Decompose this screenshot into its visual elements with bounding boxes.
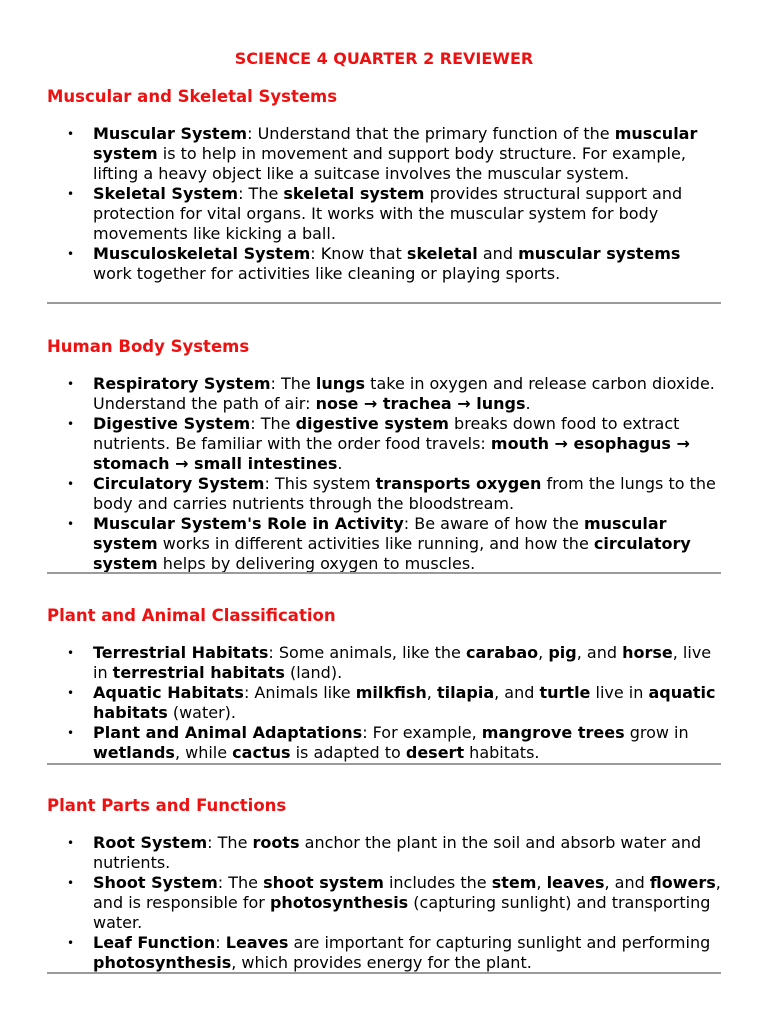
list-item bbox=[47, 244, 721, 284]
item-text: , bbox=[538, 643, 549, 662]
bullet-marker: • bbox=[67, 876, 75, 890]
item-text: and bbox=[477, 244, 519, 263]
bold-term: Digestive System bbox=[93, 414, 251, 433]
item-text: habitats. bbox=[464, 743, 540, 762]
bold-term: aquatic habitats bbox=[93, 683, 716, 722]
bold-term: shoot system bbox=[263, 873, 384, 892]
bold-term: Musculoskeletal System bbox=[93, 244, 311, 263]
item-text: take in oxygen and release carbon dioxide. Understand the path of air: bbox=[93, 374, 715, 413]
bullet-marker: • bbox=[67, 936, 75, 950]
bold-term: Aquatic Habitats bbox=[93, 683, 244, 702]
list-item bbox=[47, 514, 721, 574]
list-item bbox=[47, 414, 721, 474]
section-heading: Plant and Animal Classification bbox=[47, 606, 336, 625]
item-text: provides structural support and protection for vital organs. It works with the muscular system for body movements like kicking a ball. bbox=[93, 184, 683, 243]
item-text: anchor the plant in the soil and absorb water and nutrients. bbox=[93, 833, 702, 872]
list-item bbox=[47, 184, 721, 244]
bold-term: horse bbox=[622, 643, 673, 662]
bold-term: desert bbox=[405, 743, 465, 762]
section-plant-parts bbox=[47, 796, 721, 972]
bold-term: Terrestrial Habitats bbox=[93, 643, 269, 662]
item-text: : The bbox=[238, 184, 284, 203]
item-text: . bbox=[337, 454, 343, 473]
list-item bbox=[47, 474, 721, 514]
bold-term: muscular system bbox=[93, 514, 667, 553]
item-text: (water). bbox=[167, 703, 236, 722]
list-item bbox=[47, 723, 721, 763]
bullet-marker: • bbox=[67, 247, 75, 261]
item-text: live in bbox=[590, 683, 649, 702]
item-text: : Know that bbox=[310, 244, 407, 263]
bullet-list bbox=[47, 643, 721, 763]
section-heading: Muscular and Skeletal Systems bbox=[47, 87, 338, 106]
bold-term: leaves bbox=[546, 873, 605, 892]
list-item bbox=[47, 683, 721, 723]
bold-term: muscular system bbox=[93, 124, 698, 163]
item-text: breaks down food to extract nutrients. Be familiar with the order food travels: bbox=[93, 414, 680, 453]
bold-term: mouth → esophagus → stomach → small intestines bbox=[93, 434, 690, 473]
bold-term: terrestrial habitats bbox=[112, 663, 285, 682]
bold-term: photosynthesis bbox=[269, 893, 409, 912]
section-divider bbox=[47, 763, 721, 765]
item-text: , and bbox=[604, 873, 650, 892]
list-item bbox=[47, 873, 721, 933]
bold-term: skeletal bbox=[406, 244, 478, 263]
item-text: , and is responsible for bbox=[93, 873, 721, 912]
list-item bbox=[47, 833, 721, 873]
list-item bbox=[47, 933, 721, 973]
item-text: : The bbox=[270, 374, 316, 393]
bold-term: mangrove trees bbox=[481, 723, 625, 742]
item-text: is to help in movement and support body structure. For example, lifting a heavy object like a suitcase involves the muscular system. bbox=[93, 144, 686, 183]
bold-term: tilapia bbox=[436, 683, 495, 702]
section-divider bbox=[47, 572, 721, 574]
item-text: , and bbox=[576, 643, 623, 662]
bullet-marker: • bbox=[67, 726, 75, 740]
bold-term: flowers bbox=[649, 873, 716, 892]
list-item bbox=[47, 643, 721, 683]
section-divider bbox=[47, 972, 721, 974]
item-text: , which provides energy for the plant. bbox=[231, 953, 532, 972]
bullet-marker: • bbox=[67, 477, 75, 491]
bold-term: carabao bbox=[465, 643, 539, 662]
bold-term: nose → trachea → lungs bbox=[315, 394, 526, 413]
item-text: are important for capturing sunlight and performing bbox=[288, 933, 711, 952]
bold-term: photosynthesis bbox=[93, 953, 232, 972]
item-text: (land). bbox=[284, 663, 343, 682]
bold-term: Circulatory System bbox=[93, 474, 265, 493]
item-text: work together for activities like cleaning or playing sports. bbox=[93, 264, 561, 283]
bold-term: Shoot System bbox=[93, 873, 218, 892]
item-text: : This system bbox=[264, 474, 376, 493]
bullet-marker: • bbox=[67, 686, 75, 700]
item-text: . bbox=[525, 394, 531, 413]
item-text: includes the bbox=[383, 873, 492, 892]
bullet-marker: • bbox=[67, 836, 75, 850]
item-text: helps by delivering oxygen to muscles. bbox=[157, 554, 476, 573]
bold-term: Plant and Animal Adaptations bbox=[93, 723, 363, 742]
item-text: : bbox=[215, 933, 226, 952]
bold-term: Respiratory System bbox=[93, 374, 271, 393]
bold-term: stem bbox=[491, 873, 537, 892]
item-text: : For example, bbox=[362, 723, 482, 742]
item-text: , and bbox=[494, 683, 540, 702]
bold-term: wetlands bbox=[93, 743, 175, 762]
bullet-marker: • bbox=[67, 187, 75, 201]
item-text: , bbox=[426, 683, 437, 702]
item-text: : Understand that the primary function of the bbox=[247, 124, 615, 143]
item-text: : The bbox=[207, 833, 253, 852]
item-text: : Animals like bbox=[243, 683, 356, 702]
bold-term: Leaves bbox=[225, 933, 289, 952]
item-text: , while bbox=[174, 743, 233, 762]
item-text: grow in bbox=[624, 723, 689, 742]
bold-term: skeletal system bbox=[283, 184, 425, 203]
document-title: SCIENCE 4 QUARTER 2 REVIEWER bbox=[234, 49, 534, 68]
bold-term: Leaf Function bbox=[93, 933, 216, 952]
bold-term: roots bbox=[252, 833, 300, 852]
item-text: (capturing sunlight) and transporting water. bbox=[93, 893, 711, 932]
bold-term: pig bbox=[548, 643, 577, 662]
section-heading: Plant Parts and Functions bbox=[47, 796, 287, 815]
bold-term: transports oxygen bbox=[375, 474, 542, 493]
item-text: : The bbox=[250, 414, 296, 433]
bullet-marker: • bbox=[67, 517, 75, 531]
bold-term: milkfish bbox=[355, 683, 427, 702]
bold-term: muscular systems bbox=[518, 244, 681, 263]
section-human-body bbox=[47, 337, 721, 573]
bold-term: Muscular System's Role in Activity bbox=[93, 514, 404, 533]
bullet-marker: • bbox=[67, 646, 75, 660]
bold-term: cactus bbox=[232, 743, 291, 762]
bold-term: digestive system bbox=[295, 414, 449, 433]
bold-term: Skeletal System bbox=[93, 184, 239, 203]
bold-term: circulatory system bbox=[93, 534, 691, 573]
item-text: , live in bbox=[93, 643, 712, 682]
bullet-marker: • bbox=[67, 417, 75, 431]
item-text: , bbox=[536, 873, 547, 892]
bullet-marker: • bbox=[67, 127, 75, 141]
bullet-marker: • bbox=[67, 377, 75, 391]
item-text: from the lungs to the body and carries nutrients through the bloodstream. bbox=[93, 474, 716, 513]
section-plant-animal-classification bbox=[47, 606, 721, 762]
bold-term: Muscular System bbox=[93, 124, 248, 143]
bullet-list bbox=[47, 124, 721, 284]
item-text: : Some animals, like the bbox=[268, 643, 466, 662]
bold-term: turtle bbox=[539, 683, 591, 702]
list-item bbox=[47, 374, 721, 414]
section-muscular-skeletal bbox=[47, 87, 721, 283]
bullet-list bbox=[47, 374, 721, 574]
item-text: works in different activities like running, and how the bbox=[157, 534, 594, 553]
list-item bbox=[47, 124, 721, 184]
section-heading: Human Body Systems bbox=[47, 337, 250, 356]
section-divider bbox=[47, 302, 721, 304]
bold-term: lungs bbox=[315, 374, 366, 393]
item-text: : Be aware of how the bbox=[403, 514, 584, 533]
item-text: : The bbox=[217, 873, 264, 892]
bold-term: Root System bbox=[93, 833, 208, 852]
item-text: is adapted to bbox=[290, 743, 406, 762]
bullet-list bbox=[47, 833, 721, 973]
